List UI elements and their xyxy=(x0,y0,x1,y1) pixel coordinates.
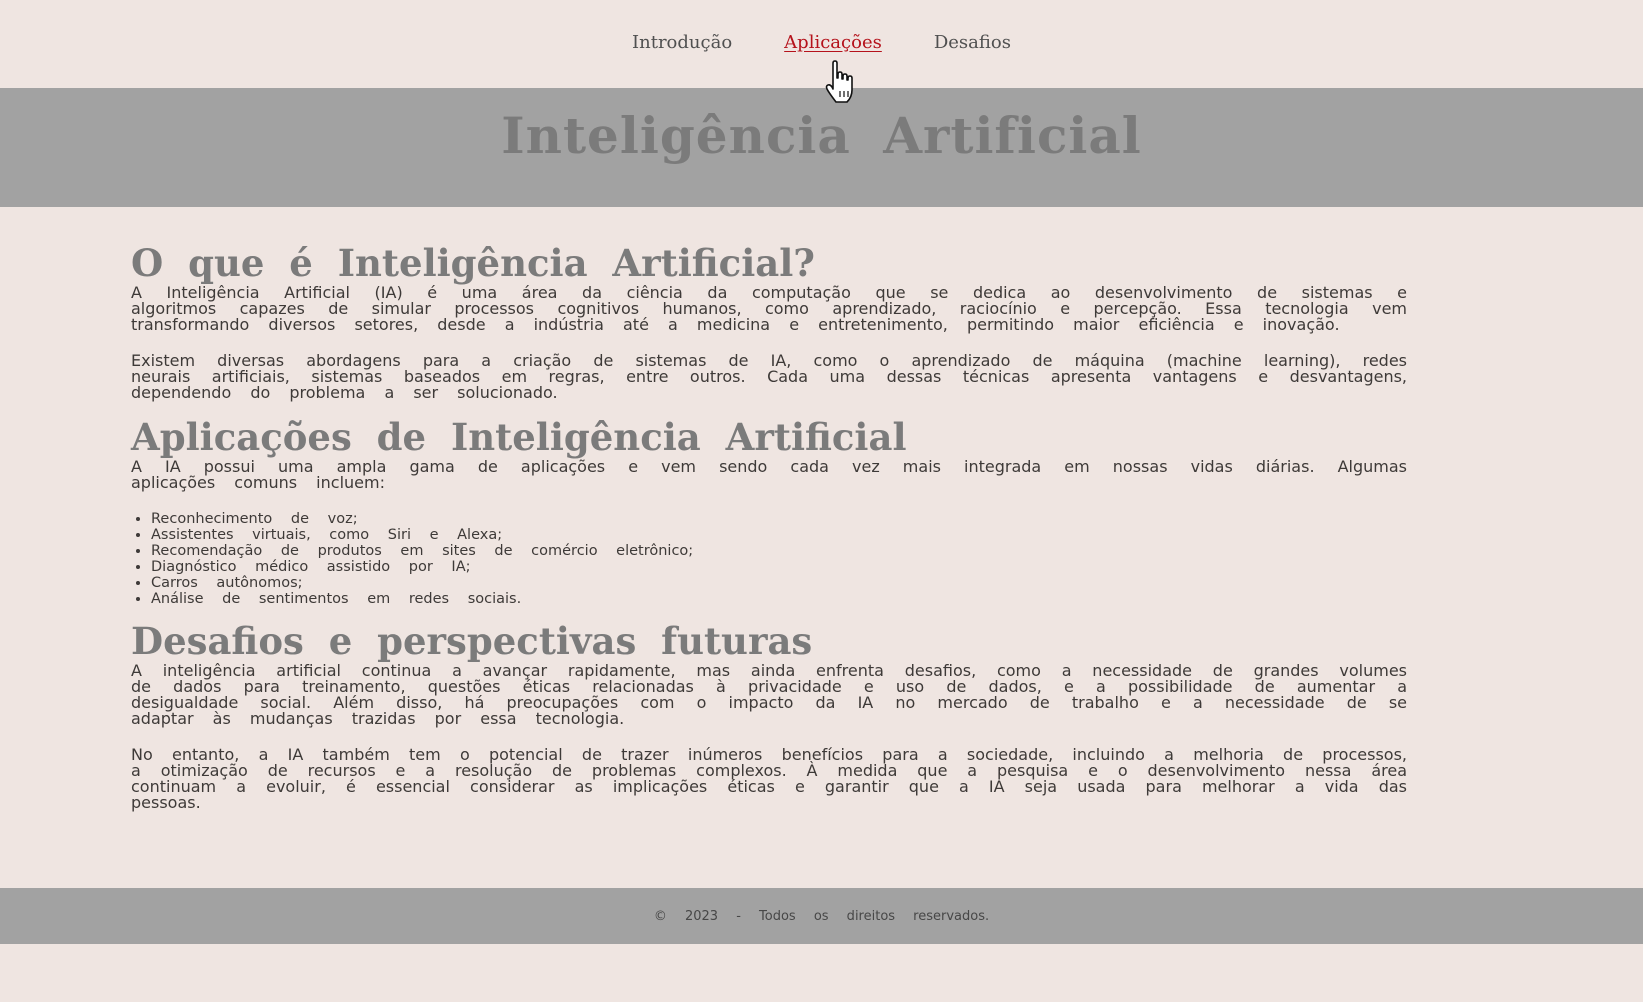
list-item: • Diagnóstico médico assistido por IA; xyxy=(151,559,1407,575)
list-item: • Reconhecimento de voz; xyxy=(151,511,1407,527)
applications-list xyxy=(131,511,1407,607)
section-applications-heading: Aplicações de Inteligência Artificial xyxy=(131,415,907,459)
section-challenges xyxy=(131,619,1407,811)
hand-pointer-icon xyxy=(824,60,858,106)
nav-link-desafios[interactable]: Desafios xyxy=(933,31,1011,53)
page-footer xyxy=(0,888,1643,944)
nav-list xyxy=(606,31,1037,55)
page-title: Inteligência Artificial xyxy=(501,106,1142,165)
section-intro-heading: O que é Inteligência Artificial? xyxy=(131,241,815,285)
section-intro-paragraph-1: A Inteligência Artificial (IA) é uma área da ciência da computação que se dedica ao desenvolvimento de sistemas e algoritmos capazes de simular processos cognitivos humanos, como aprendizado, raciocínio e percepção. Essa tecnologia vem transformando diversos setores, desde a indústria até a medicina e entretenimento, permitindo maior eficiência e inovação. xyxy=(131,283,1407,334)
nav-item-aplicacoes xyxy=(784,31,882,55)
list-item: • Análise de sentimentos em redes sociais. xyxy=(151,591,1407,607)
list-item: • Recomendação de produtos em sites de comércio eletrônico; xyxy=(151,543,1407,559)
list-item: • Carros autônomos; xyxy=(151,575,1407,591)
section-intro-paragraph-2: Existem diversas abordagens para a criação de sistemas de IA, como o aprendizado de máquina (machine learning), redes neurais artificiais, sistemas baseados em regras, entre outros. Cada uma dessas técnicas apresenta vantagens e desvantagens, dependendo do problema a ser solucionado. xyxy=(131,351,1407,402)
nav-item-desafios xyxy=(933,31,1011,55)
section-challenges-paragraph-2: No entanto, a IA também tem o potencial de trazer inúmeros benefícios para a sociedade, incluindo a melhoria de processos, a otimização de recursos e a resolução de problemas complexos. À medida que a pesquisa e o desenvolvimento nessa área continuam a evoluir, é essencial considerar as implicações éticas e garantir que a IA seja usada para melhorar a vida das pessoas. xyxy=(131,745,1407,812)
nav-link-introducao[interactable]: Introdução xyxy=(632,31,733,53)
section-applications-paragraph: A IA possui uma ampla gama de aplicações e vem sendo cada vez mais integrada em nossas vidas diárias. Algumas aplicações comuns incluem: xyxy=(131,457,1407,492)
section-applications xyxy=(131,415,1407,607)
list-item: • Assistentes virtuais, como Siri e Alexa; xyxy=(151,527,1407,543)
footer-copyright: © 2023 - Todos os direitos reservados. xyxy=(653,908,990,924)
hero-banner xyxy=(0,88,1643,207)
main-content xyxy=(0,207,1643,811)
section-challenges-heading: Desafios e perspectivas futuras xyxy=(131,619,813,663)
nav-item-introducao xyxy=(632,31,733,55)
section-challenges-paragraph-1: A inteligência artificial continua a avançar rapidamente, mas ainda enfrenta desafios, como a necessidade de grandes volumes de dados para treinamento, questões éticas relacionadas à privacidade e uso de dados, e a possibilidade de aumentar a desigualdade social. Além disso, há preocupações com o impacto da IA no mercado de trabalho e a necessidade de se adaptar às mudanças trazidas por essa tecnologia. xyxy=(131,661,1407,728)
nav-link-aplicacoes[interactable]: Aplicações xyxy=(784,31,882,53)
top-navigation xyxy=(0,0,1643,88)
section-intro xyxy=(131,241,1407,401)
